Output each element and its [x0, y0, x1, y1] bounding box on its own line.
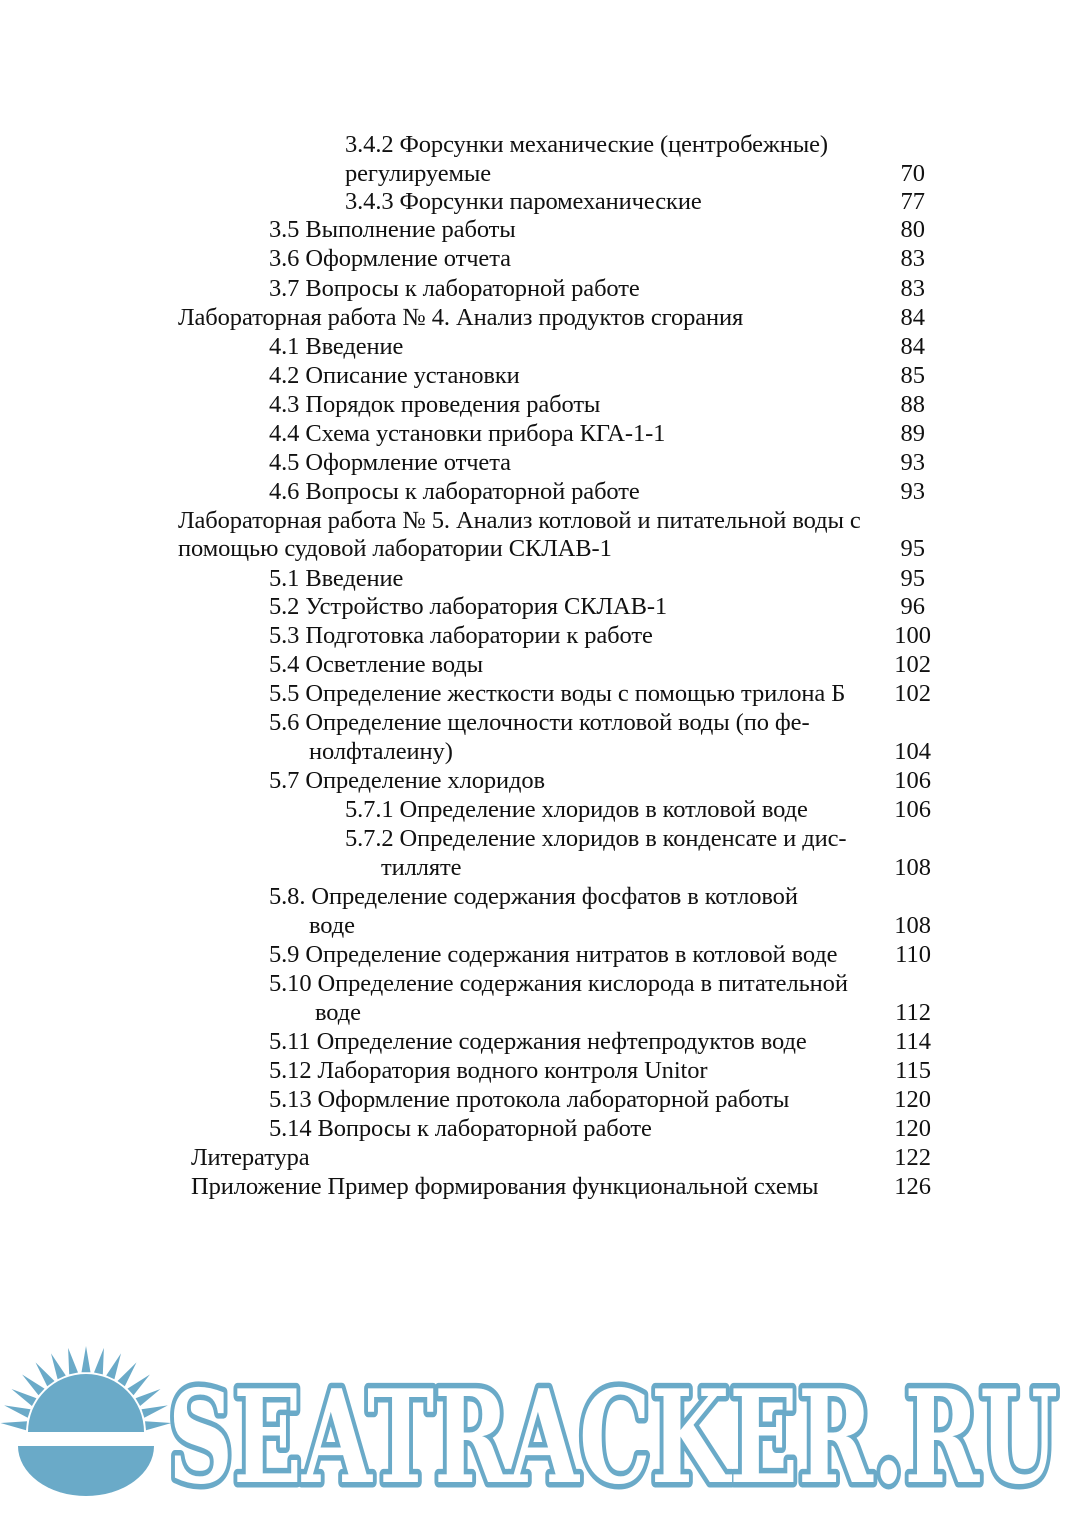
watermark-graphic [0, 1340, 1080, 1500]
toc-entry-title: 5.10 Определение содержания кислорода в питательной [269, 970, 848, 997]
watermark [0, 1340, 1080, 1500]
toc-entry-title: 5.3 Подготовка лаборатории к работе [269, 622, 653, 649]
toc-entry-title: 5.9 Определение содержания нитратов в котловой воде [269, 941, 838, 968]
toc-entry-page: 104 [894, 738, 931, 765]
sun-ray [68, 1348, 78, 1375]
toc-entry-page: 88 [900, 391, 925, 418]
toc-entry-title: тилляте [381, 854, 462, 881]
toc-entry-title: 4.1 Введение [269, 333, 404, 360]
toc-entry-page: 108 [894, 912, 931, 939]
toc-entry-page: 83 [900, 275, 925, 302]
toc-entry-title: нолфталеину) [309, 738, 453, 765]
toc-entry-title: 5.6 Определение щелочности котловой воды (по фе- [269, 709, 810, 736]
toc-entry-title: 5.5 Определение жесткости воды с помощью трилона Б [269, 680, 846, 707]
toc-entry-title: 5.13 Оформление протокола лабораторной работы [269, 1086, 790, 1113]
toc-entry-page: 108 [894, 854, 931, 881]
toc-entry-title: Приложение Пример формирования функциональной схемы [191, 1173, 819, 1200]
toc-entry-title: 5.7.2 Определение хлоридов в конденсате и дис- [345, 825, 847, 852]
toc-entry-page: 77 [900, 188, 925, 215]
sun-ray [128, 1375, 150, 1396]
toc-entry-title: 3.6 Оформление отчета [269, 245, 511, 272]
toc-entry-title: 5.12 Лаборатория водного контроля Unitor [269, 1057, 708, 1084]
toc-entry-title: 4.5 Оформление отчета [269, 449, 511, 476]
toc-entry-title: 5.4 Осветление воды [269, 651, 484, 678]
toc-entry-page: 89 [900, 420, 925, 447]
toc-entry-title: 3.7 Вопросы к лабораторной работе [269, 275, 640, 302]
sun-ray [1, 1421, 28, 1430]
sun-ray [136, 1389, 161, 1406]
toc-entry-page: 93 [900, 449, 925, 476]
sun-ray [36, 1362, 55, 1386]
sun-icon [1, 1346, 172, 1496]
toc-entry-page: 102 [894, 680, 931, 707]
toc-entry-title: 5.8. Определение содержания фосфатов в котловой [269, 883, 798, 910]
toc-entry-title: 5.1 Введение [269, 565, 404, 592]
toc-entry-page: 122 [894, 1144, 931, 1171]
toc-entry-page: 95 [900, 565, 925, 592]
toc-entry-page: 120 [894, 1086, 931, 1113]
toc-entry-page: 106 [894, 767, 931, 794]
toc-entry-title: Лабораторная работа № 4. Анализ продуктов сгорания [178, 304, 744, 331]
toc-entry-title: 4.4 Схема установки прибора КГА-1-1 [269, 420, 666, 447]
sun-ray [4, 1405, 30, 1417]
toc-entry-page: 83 [900, 245, 925, 272]
sun-ray [12, 1389, 37, 1406]
sun-ray [82, 1346, 91, 1372]
toc-entry-page: 100 [894, 622, 931, 649]
watermark-text-inner: SEATRACKER.RU [168, 1363, 1058, 1500]
toc-entry-page: 126 [894, 1173, 931, 1200]
toc-entry-title: воде [315, 999, 361, 1026]
toc-entry-title: 5.14 Вопросы к лабораторной работе [269, 1115, 652, 1142]
toc-entry-page: 93 [900, 478, 925, 505]
toc-entry-title: 3.4.2 Форсунки механические (центробежные) [345, 131, 828, 158]
toc-entry-title: 3.4.3 Форсунки паромеханические [345, 188, 702, 215]
toc-entry-page: 70 [900, 160, 925, 187]
toc-entry-page: 120 [894, 1115, 931, 1142]
toc-entry-title: 5.7 Определение хлоридов [269, 767, 545, 794]
toc-entry-page: 84 [900, 333, 925, 360]
sun-ray [106, 1353, 121, 1379]
toc-entry-title: воде [309, 912, 355, 939]
toc-entry-title: регулируемые [345, 160, 492, 187]
toc-entry-title: 3.5 Выполнение работы [269, 216, 516, 243]
toc-entry-page: 114 [895, 1028, 931, 1055]
toc-entry-page: 110 [895, 941, 931, 968]
toc-entry-title: помощью судовой лаборатории СКЛАВ-1 [178, 535, 612, 562]
toc-entry-title: 5.7.1 Определение хлоридов в котловой воде [345, 796, 808, 823]
toc-entry-title: 4.3 Порядок проведения работы [269, 391, 601, 418]
toc-entry-page: 84 [900, 304, 925, 331]
sun-ray [22, 1375, 44, 1396]
toc-entry-page: 95 [900, 535, 925, 562]
toc-entry-page: 102 [894, 651, 931, 678]
toc-entry-title: Литература [191, 1144, 310, 1171]
toc-entry-page: 80 [900, 216, 925, 243]
toc-entry-page: 112 [895, 999, 931, 1026]
toc-entry-title: 5.11 Определение содержания нефтепродуктов воде [269, 1028, 807, 1055]
sun-ray [142, 1405, 168, 1417]
sun-ray [118, 1362, 137, 1386]
toc-entry-title: Лабораторная работа № 5. Анализ котловой и питательной воды с [178, 507, 861, 534]
sun-ray [51, 1353, 66, 1379]
toc-entry-page: 115 [895, 1057, 931, 1084]
toc-entry-title: 4.2 Описание установки [269, 362, 520, 389]
toc-entry-page: 85 [900, 362, 925, 389]
toc-entry-page: 96 [900, 593, 925, 620]
toc-entry-page: 106 [894, 796, 931, 823]
toc-entry-title: 4.6 Вопросы к лабораторной работе [269, 478, 640, 505]
watermark-text: SEATRACKER.RU [168, 1363, 1058, 1500]
sun-ray [94, 1348, 104, 1375]
toc-entry-title: 5.2 Устройство лаборатория СКЛАВ-1 [269, 593, 668, 620]
